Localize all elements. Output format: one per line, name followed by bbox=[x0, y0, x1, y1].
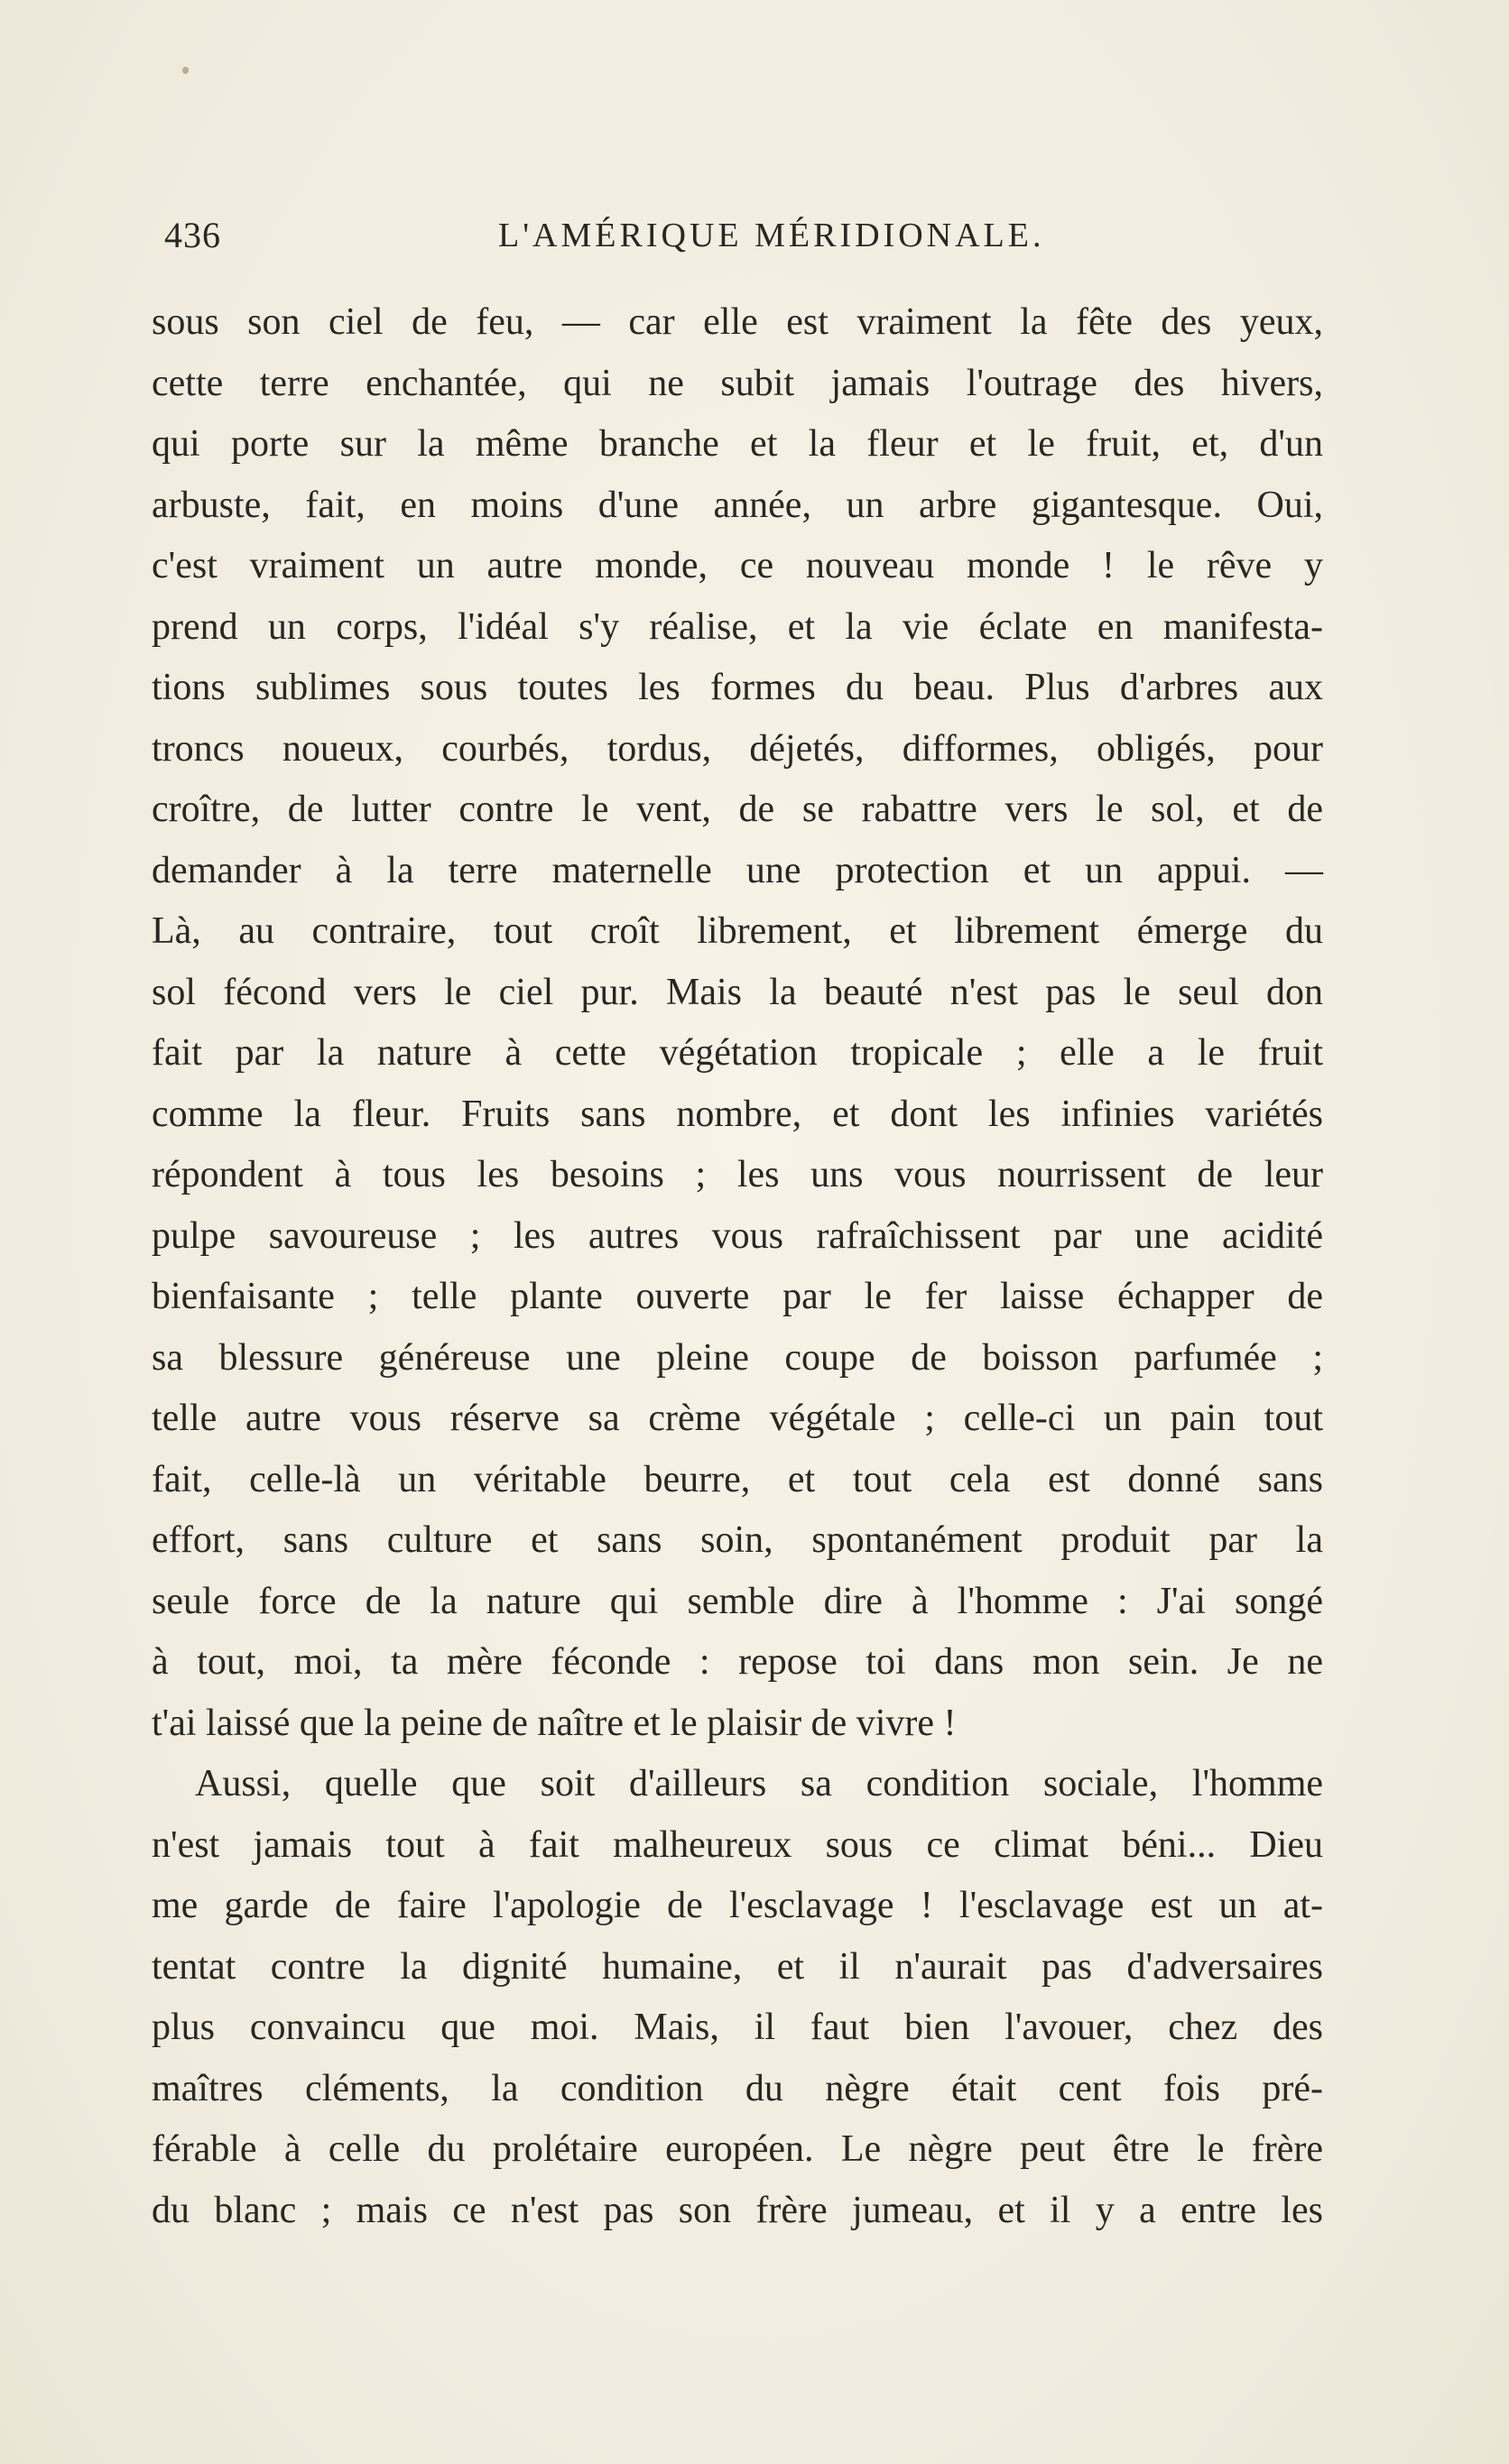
text-line: effort, sans culture et sans soin, spontanément produit par la bbox=[152, 1519, 1323, 1561]
text-line: pulpe savoureuse ; les autres vous rafraîchissent par une acidité bbox=[152, 1214, 1323, 1257]
text-line: telle autre vous réserve sa crème végétale ; celle-ci un pain tout bbox=[152, 1398, 1323, 1439]
text-line: c'est vraiment un autre monde, ce nouveau monde ! le rêve y bbox=[152, 545, 1323, 586]
text-line: fait, celle-là un véritable beurre, et tout cela est donné sans bbox=[152, 1458, 1323, 1500]
text-line: sous son ciel de feu, — car elle est vraiment la fête des yeux, bbox=[152, 301, 1323, 343]
text-line: Là, au contraire, tout croît librement, et librement émerge du bbox=[152, 910, 1323, 952]
text-line: férable à celle du prolétaire européen. Le nègre peut être le frère bbox=[152, 2128, 1323, 2170]
text-line: du blanc ; mais ce n'est pas son frère jumeau, et il y a entre les bbox=[152, 2189, 1323, 2231]
text-line: prend un corps, l'idéal s'y réalise, et la vie éclate en manifesta- bbox=[152, 605, 1323, 648]
paragraph-start-line: Aussi, quelle que soit d'ailleurs sa condition sociale, l'homme bbox=[195, 1763, 1323, 1804]
text-line: croître, de lutter contre le vent, de se rabattre vers le sol, et de bbox=[152, 789, 1323, 830]
text-line: arbuste, fait, en moins d'une année, un arbre gigantesque. Oui, bbox=[152, 484, 1323, 526]
running-head bbox=[164, 213, 1328, 258]
text-line: plus convaincu que moi. Mais, il faut bien l'avouer, chez des bbox=[152, 2007, 1323, 2048]
text-line: sa blessure généreuse une pleine coupe de boisson parfumée ; bbox=[152, 1336, 1323, 1379]
text-line: me garde de faire l'apologie de l'esclavage ! l'esclavage est un at- bbox=[152, 1885, 1323, 1926]
page-number: 436 bbox=[164, 215, 221, 255]
text-line: tions sublimes sous toutes les formes du beau. Plus d'arbres aux bbox=[152, 667, 1323, 708]
text-line: tentat contre la dignité humaine, et il n'aurait pas d'adversaires bbox=[152, 1945, 1323, 1988]
text-line: sol fécond vers le ciel pur. Mais la beauté n'est pas le seul don bbox=[152, 971, 1323, 1013]
text-line: fait par la nature à cette végétation tropicale ; elle a le fruit bbox=[152, 1032, 1323, 1074]
text-line: qui porte sur la même branche et la fleur et le fruit, et, d'un bbox=[152, 423, 1323, 465]
text-line: comme la fleur. Fruits sans nombre, et dont les infinies variétés bbox=[152, 1093, 1323, 1135]
text-line: maîtres cléments, la condition du nègre était cent fois pré- bbox=[152, 2067, 1323, 2109]
text-line: répondent à tous les besoins ; les uns vous nourrissent de leur bbox=[152, 1154, 1323, 1195]
text-line: seule force de la nature qui semble dire à l'homme : J'ai songé bbox=[152, 1580, 1323, 1622]
paragraph-end-line: t'ai laissé que la peine de naître et le plaisir de vivre ! bbox=[152, 1702, 957, 1744]
text-line: cette terre enchantée, qui ne subit jamais l'outrage des hivers, bbox=[152, 362, 1323, 404]
text-line: n'est jamais tout à fait malheureux sous ce climat béni... Dieu bbox=[152, 1823, 1323, 1866]
body-text bbox=[152, 292, 1323, 2241]
text-line: troncs noueux, courbés, tordus, déjetés, difformes, obligés, pour bbox=[152, 727, 1323, 770]
running-title: L'AMÉRIQUE MÉRIDIONALE. bbox=[498, 217, 1045, 254]
text-line: à tout, moi, ta mère féconde : repose toi dans mon sein. Je ne bbox=[152, 1641, 1323, 1683]
text-line: demander à la terre maternelle une protection et un appui. — bbox=[152, 849, 1323, 891]
paper-speck bbox=[182, 67, 189, 74]
text-line: bienfaisante ; telle plante ouverte par le fer laisse échapper de bbox=[152, 1276, 1323, 1317]
